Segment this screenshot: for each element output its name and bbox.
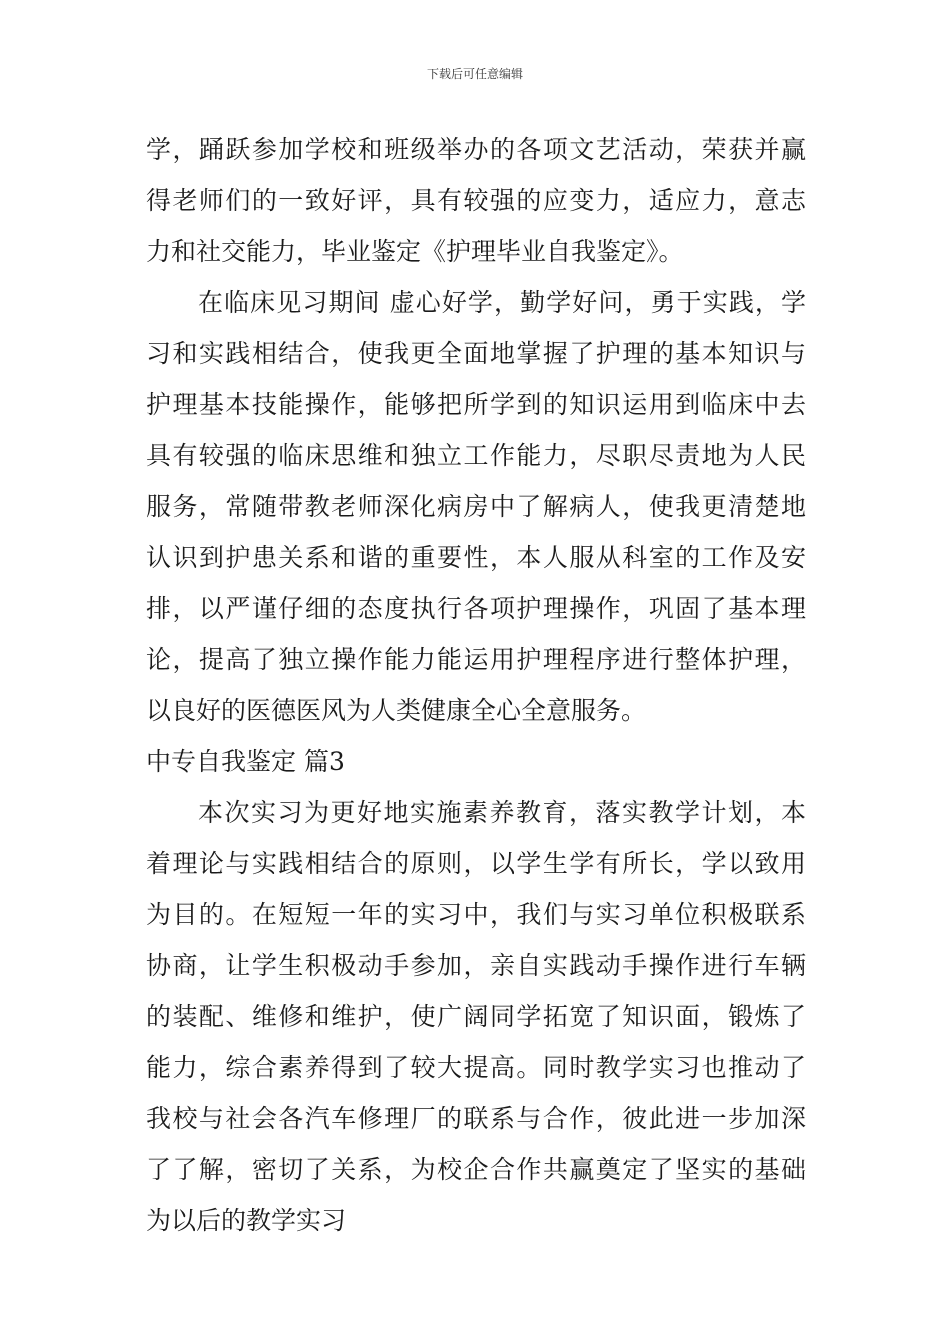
text-line: 力和社交能力，毕业鉴定《护理毕业自我鉴定》。	[146, 237, 684, 266]
text-line: 认识到护患关系和谐的重要性，本人服从科室的工作及安	[146, 543, 806, 572]
paragraph	[146, 277, 806, 736]
text-line: 以良好的医德医风为人类健康全心全意服务。	[146, 696, 647, 725]
text-line: 为目的。在短短一年的实习中，我们与实习单位积极联系	[146, 900, 806, 929]
page-header: 下载后可任意编辑	[426, 67, 523, 81]
text-line: 论，提高了独立操作能力能运用护理程序进行整体护理，	[146, 645, 806, 674]
document-body	[146, 124, 806, 1246]
paragraph	[146, 124, 806, 277]
text-line: 服务，常随带教老师深化病房中了解病人，使我更清楚地	[146, 492, 806, 521]
paragraph	[146, 787, 806, 1246]
text-line: 习和实践相结合，使我更全面地掌握了护理的基本知识与	[146, 339, 806, 368]
text-line: 排，以严谨仔细的态度执行各项护理操作，巩固了基本理	[146, 594, 806, 623]
text-line: 学，踊跃参加学校和班级举办的各项文艺活动，荣获并赢	[146, 135, 806, 164]
text-line: 的装配、维修和维护，使广阔同学拓宽了知识面，锻炼了	[146, 1002, 806, 1031]
text-line: 护理基本技能操作，能够把所学到的知识运用到临床中去	[146, 390, 806, 419]
text-line: 为以后的教学实习	[146, 1206, 347, 1235]
text-line: 具有较强的临床思维和独立工作能力，尽职尽责地为人民	[146, 441, 806, 470]
text-line: 着理论与实践相结合的原则，以学生学有所长，学以致用	[146, 849, 806, 878]
text-line: 本次实习为更好地实施素养教育，落实教学计划，本	[198, 798, 806, 827]
text-line: 协商，让学生积极动手参加，亲自实践动手操作进行车辆	[146, 951, 806, 980]
text-line: 能力，综合素养得到了较大提高。同时教学实习也推动了	[146, 1053, 806, 1082]
text-line: 得老师们的一致好评，具有较强的应变力，适应力，意志	[146, 186, 806, 215]
text-line: 在临床见习期间 虚心好学，勤学好问，勇于实践，学	[198, 288, 806, 317]
text-line: 了了解，密切了关系，为校企合作共赢奠定了坚实的基础	[146, 1155, 806, 1184]
text-line: 我校与社会各汽车修理厂的联系与合作，彼此进一步加深	[146, 1104, 806, 1133]
section-heading: 中专自我鉴定 篇3	[146, 747, 345, 776]
